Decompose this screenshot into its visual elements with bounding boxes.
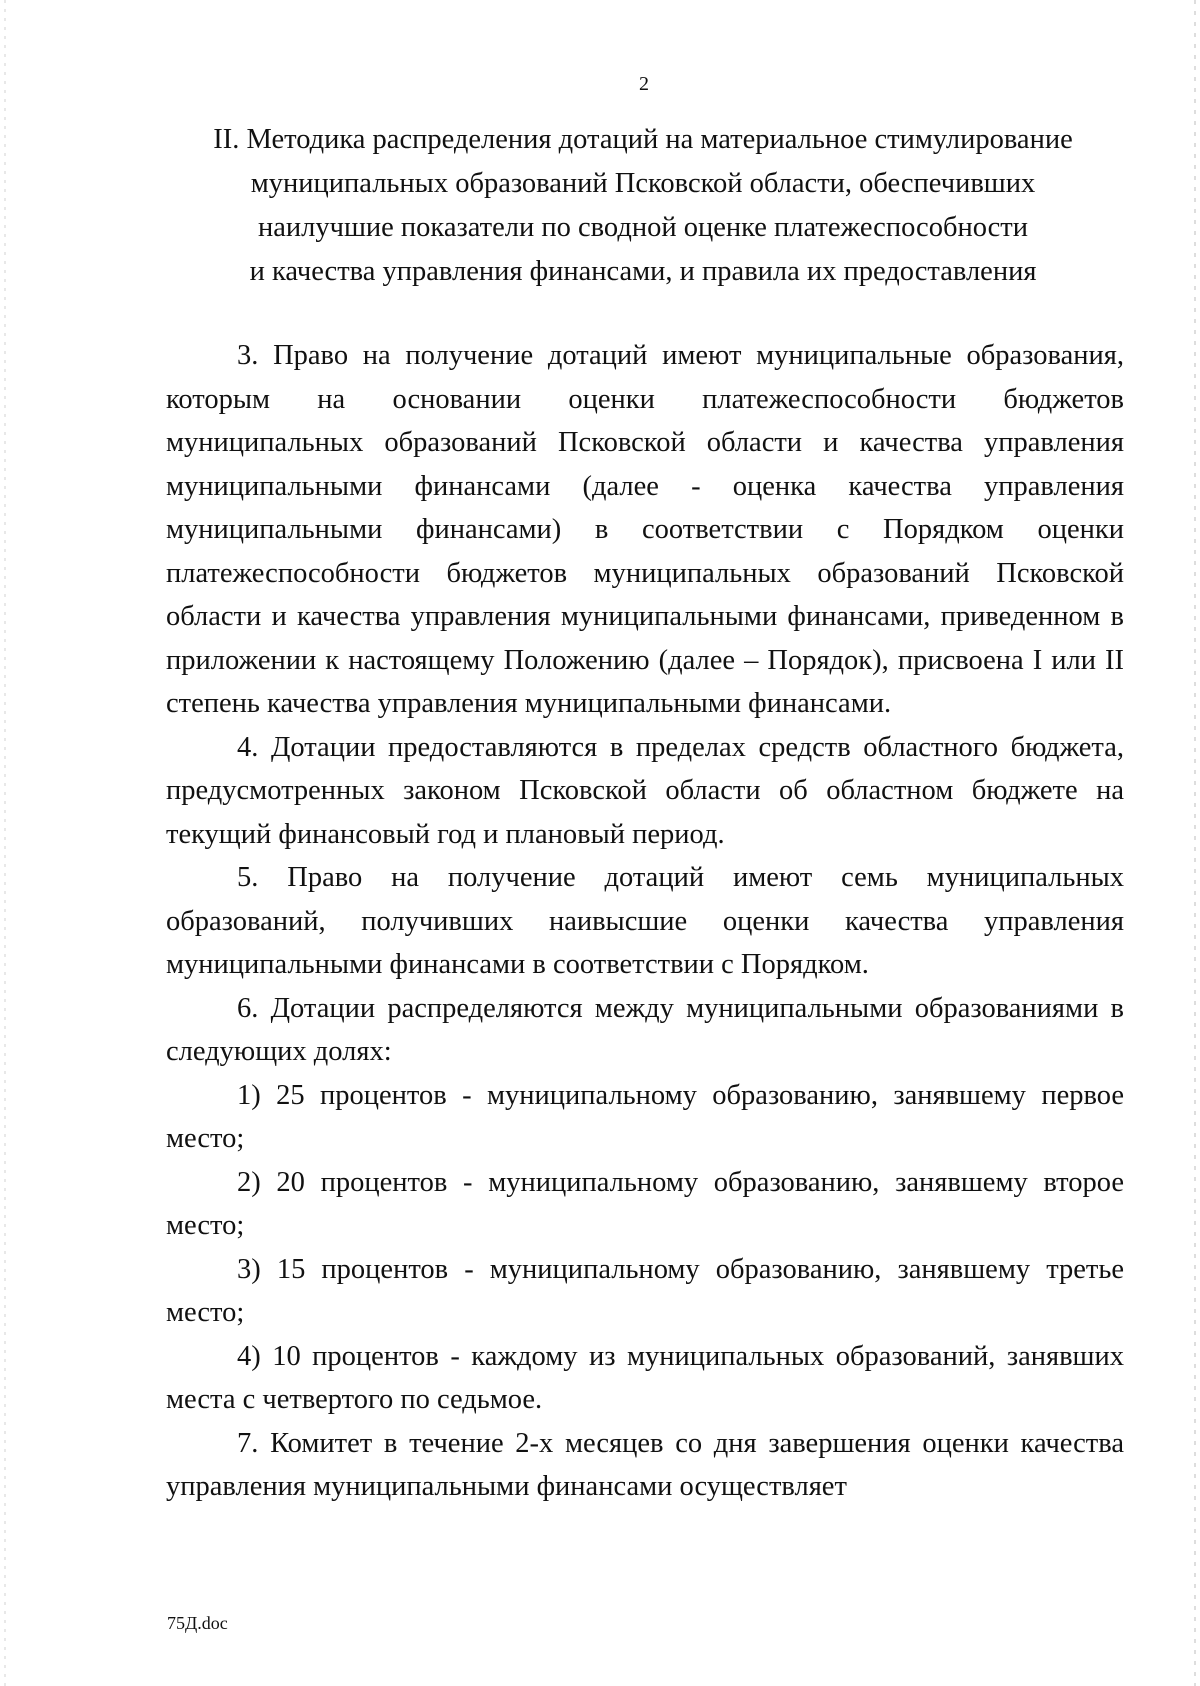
paragraph-5: 5. Право на получение дотаций имеют семь муниципальных образований, получивших наивысшие оценки качества управления муниципальными финансами в соответствии с Порядком. (166, 862, 1124, 980)
paragraph-7: 7. Комитет в течение 2-х месяцев со дня завершения оценки качества управления муниципальными финансами осуществляет (166, 1427, 1124, 1502)
scan-edge-left (4, 0, 6, 1686)
section-title-line: и качества управления финансами, и правила их предоставления (249, 256, 1037, 287)
section-title-line: II. Методика распределения дотаций на материальное стимулирование (213, 124, 1073, 155)
section-title-line: муниципальных образований Псковской области, обеспечивших (250, 168, 1036, 199)
document-body (166, 334, 1124, 1509)
paragraph-4: 4. Дотации предоставляются в пределах средств областного бюджета, предусмотренных законом Псковской области об областном бюджете на текущий финансовый год и плановый период. (166, 731, 1124, 850)
scan-edge-right (1194, 0, 1196, 1686)
list-item-2: 2) 20 процентов - муниципальному образованию, занявшему второе место; (166, 1166, 1124, 1241)
list-item-4: 4) 10 процентов - каждому из муниципальных образований, занявших места с четвертого по седьмое. (166, 1340, 1124, 1415)
paragraph-6: 6. Дотации распределяются между муниципальными образованиями в следующих долях: (166, 992, 1124, 1067)
page-number: 2 (639, 73, 649, 95)
list-item-1: 1) 25 процентов - муниципальному образованию, занявшему первое место; (166, 1079, 1124, 1154)
section-title-line: наилучшие показатели по сводной оценке платежеспособности (257, 212, 1029, 243)
list-item-3: 3) 15 процентов - муниципальному образованию, занявшему третье место; (166, 1253, 1124, 1328)
section-title (150, 118, 1136, 294)
paragraph-3: 3. Право на получение дотаций имеют муниципальные образования, которым на основании оценки платежеспособности бюджетов муниципальных образований Псковской области и качества управления муниципальными финансами (далее - оценка качества управления муниципальными финансами) в соответствии с Порядком оценки платежеспособности бюджетов муниципальных образований Псковской области и качества управления муниципальными финансами, приведенном в приложении к настоящему Положению (далее – Порядок), присвоена I или II степень качества управления муниципальными финансами. (166, 340, 1124, 719)
footer-file-name: 75Д.doc (167, 1613, 228, 1633)
